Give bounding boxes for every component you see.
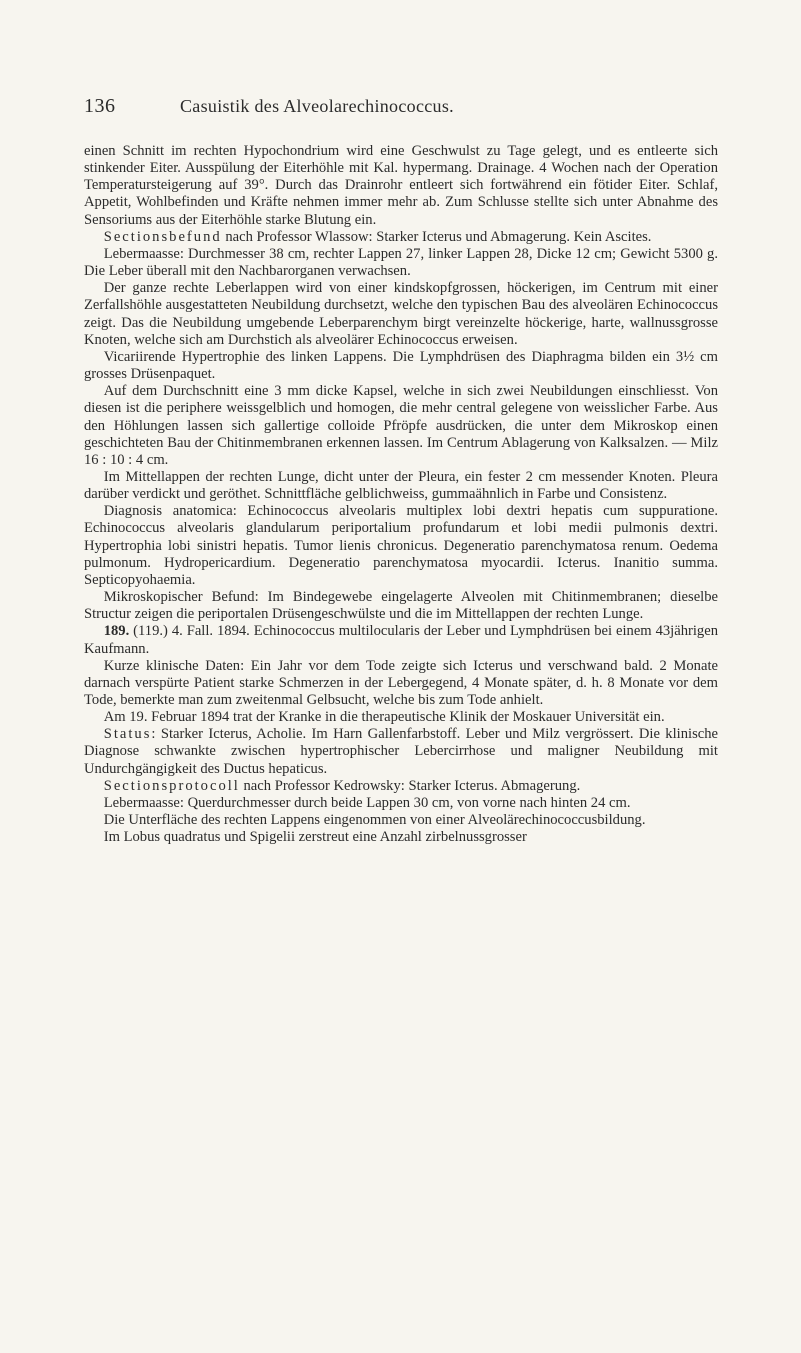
paragraph: Mikroskopischer Befund: Im Bindegewebe eingelagerte Alveolen mit Chitinmembranen; dieselbe Structur zeigen die periportalen Drüsengeschwülste und die im Mittellappen der rechten Lunge. <box>84 589 718 623</box>
paragraph: Am 19. Februar 1894 trat der Kranke in die therapeutische Klinik der Moskauer Universität ein. <box>103 709 665 726</box>
page-header <box>80 95 720 127</box>
paragraph: Status: Starker Icterus, Acholie. Im Harn Gallenfarbstoff. Leber und Milz vergrössert. Die klinische Diagnose schwankte zwischen hypertrophischer Lebercirrhose und maligner Neubildung mit Undurchgängigkeit des Ductus hepaticus. <box>84 726 718 777</box>
running-title: Casuistik des Alveolarechinococcus. <box>180 96 454 116</box>
case-number: 189. <box>103 623 130 640</box>
body-text <box>84 143 718 846</box>
paragraph: Sectionsprotocoll nach Professor Kedrowsky: Starker Icterus. Abmagerung. <box>103 777 581 794</box>
paragraph: Sectionsbefund nach Professor Wlassow: Starker Icterus und Abmagerung. Kein Ascites. <box>103 228 652 245</box>
paragraph: Lebermaasse: Querdurchmesser durch beide Lappen 30 cm, von vorne nach hinten 24 cm. <box>103 794 631 811</box>
paragraph: Kurze klinische Daten: Ein Jahr vor dem Tode zeigte sich Icterus und verschwand bald. 2 Monate darnach verspürte Patient starke Schmerzen in der Lebergegend, 4 Monate später, d. h. 8 Monate vor dem Tode, bemerkte man zum zweitenmal Gelbsucht, welche bis zum Tode anhielt. <box>84 657 718 708</box>
section-lead: Sectionsprotocoll <box>103 777 240 794</box>
section-lead: Sectionsbefund <box>103 228 222 245</box>
paragraph: Lebermaasse: Durchmesser 38 cm, rechter Lappen 27, linker Lappen 28, Dicke 12 cm; Gewicht 5300 g. Die Leber überall mit den Nachbarorganen verwachsen. <box>84 245 718 280</box>
paragraph: Im Lobus quadratus und Spigelii zerstreut eine Anzahl zirbelnussgrosser <box>103 829 527 846</box>
paragraph: 189. (119.) 4. Fall. 1894. Echinococcus multilocularis der Leber und Lymphdrüsen bei einem 43jährigen Kaufmann. <box>84 623 718 657</box>
paragraph: einen Schnitt im rechten Hypochondrium wird eine Geschwulst zu Tage gelegt, und es entleerte sich stinkender Eiter. Ausspülung der Eiterhöhle mit Kal. hypermang. Drainage. 4 Wochen nach der Operation Temperatursteigerung auf 39°. Durch das Drainrohr entleert sich fortwährend ein fötider Eiter. Schlaf, Appetit, Wohlbefinden und Kräfte nehmen immer mehr ab. Zum Schlusse stellte sich unter Abnahme des Sensoriums aus der Eiterhöhle starke Blutung ein. <box>84 143 718 228</box>
section-lead: Status <box>103 726 152 743</box>
paragraph: Diagnosis anatomica: Echinococcus alveolaris multiplex lobi dextri hepatis cum suppuratione. Echinococcus alveolaris glandularum periportalium profundarum et lobi medii pulmonis dextri. Hypertrophia lobi sinistri hepatis. Tumor lienis chronicus. Degeneratio parenchymatosa renum. Oedema pulmonum. Hydropericardium. Degeneratio parenchymatosa myocardii. Icterus. Inanitio summa. Septicopyohaemia. <box>84 503 718 588</box>
page-number: 136 <box>84 95 116 117</box>
paragraph: Der ganze rechte Leberlappen wird von einer kindskopfgrossen, höckerigen, im Centrum mit einer Zerfallshöhle ausgestatteten Neubildung durchsetzt, welche den typischen Bau des alveolären Echinococcus zeigt. Das die Neubildung umgebende Leberparenchym birgt vereinzelte höckerige, harte, wallnussgrosse Knoten, welche sich am Durchstich als alveolärer Echinococcus erweisen. <box>84 280 718 348</box>
paragraph: Im Mittellappen der rechten Lunge, dicht unter der Pleura, ein fester 2 cm messender Knoten. Pleura darüber verdickt und geröthet. Schnittfläche gelblichweiss, gummaähnlich in Farbe und Consistenz. <box>84 468 718 503</box>
paragraph: Auf dem Durchschnitt eine 3 mm dicke Kapsel, welche in sich zwei Neubildungen einschliesst. Von diesen ist die periphere weissgelblich und homogen, die mehr central gelegene von weisslicher Farbe. Aus den Höhlungen lassen sich gallertige colloide Pfröpfe ausdrücken, die unter dem Mikroskop einen geschichteten Bau der Chitinmembranen erkennen lassen. Im Centrum Ablagerung von Kalksalzen. — Milz 16 : 10 : 4 cm. <box>84 383 718 468</box>
paragraph: Vicariirende Hypertrophie des linken Lappens. Die Lymphdrüsen des Diaphragma bilden ein 3½ cm grosses Drüsenpaquet. <box>84 348 718 383</box>
paragraph: Die Unterfläche des rechten Lappens eingenommen von einer Alveolärechinococcusbildung. <box>103 812 646 829</box>
